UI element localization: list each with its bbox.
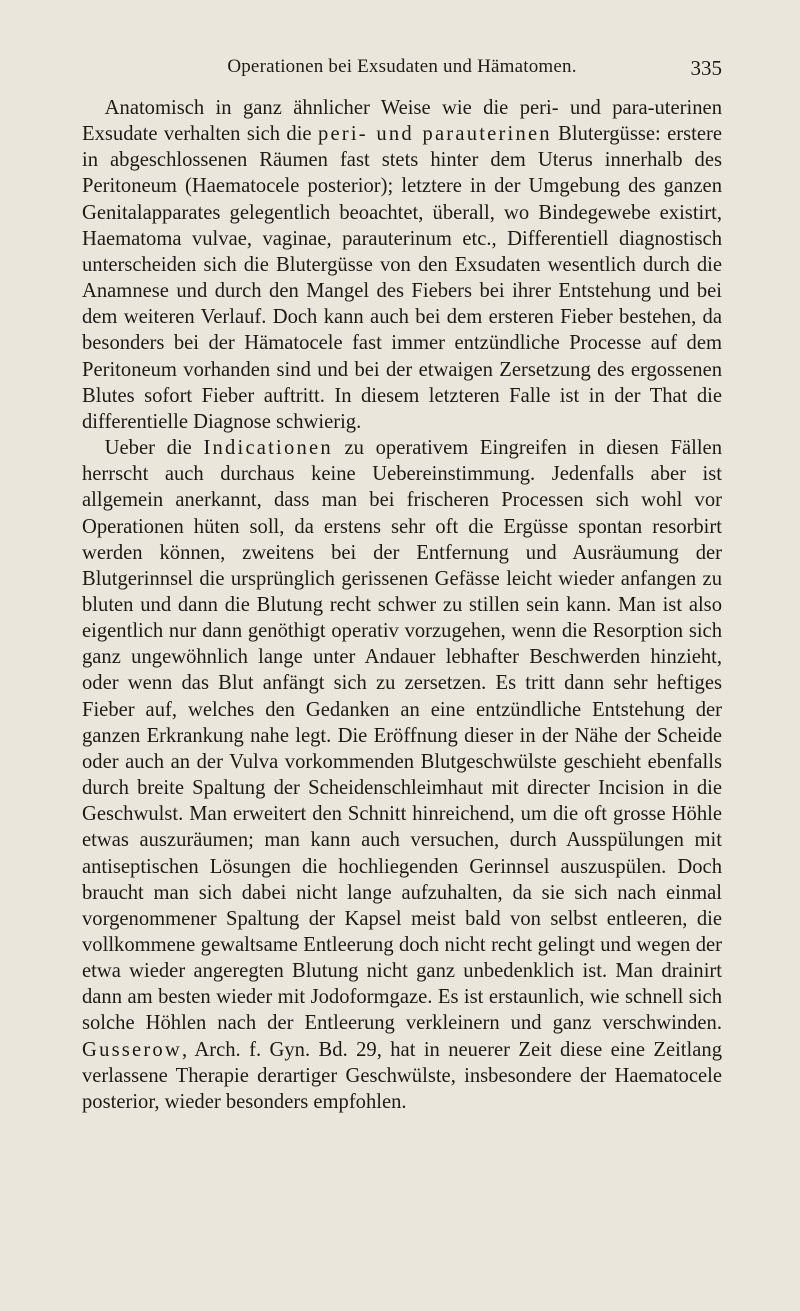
paragraph-text: Ueber die bbox=[104, 437, 204, 460]
paragraph-text: zu operativem Eingreifen in diesen Fällen herrscht auch durchaus keine Uebereinstimmung. Jedenfalls aber ist allgemein anerkannt, dass man bei frischeren Processen sich wohl vor Operationen hüten soll, da erstens sehr oft die Ergüsse spontan resorbirt werden können, zweitens bei der Entfernung und Ausräumung der Blutgerinnsel die ursprünglich gerissenen Gefässe leicht wieder anfangen zu bluten und dann die Blutung recht schwer zu stillen sein kann. Man ist also eigentlich nur dann genöthigt operativ vorzugehen, wenn die Resorption sich ganz ungewöhnlich lange unter Andauer lebhafter Beschwerden hinzieht, oder wenn das Blut anfängt sich zu zersetzen. Es tritt dann sehr heftiges Fieber auf, welches den Gedanken an eine entzündliche Entstehung der ganzen Erkrankung nahe legt. Die Eröffnung dieser in der Nähe der Scheide oder auch an der Vulva vorkommenden Blutgeschwülste geschieht ebenfalls durch breite Spaltung der Scheidenschleimhaut mit directer Incision in die Geschwulst. Man erweitert den Schnitt hinreichend, um die oft grosse Höhle etwas auszuräumen; man kann auch versuchen, durch Ausspülungen mit antiseptischen Lösungen die hochliegenden Gerinnsel auszuspülen. Doch braucht man sich dabei nicht lange aufzuhalten, da sie sich nach einmal vorgenommener Spaltung der Kapsel meist bald von selbst entleeren, die vollkommene gewaltsame Entleerung doch nicht recht gelingt und wegen der etwa wieder angeregten Blutung nicht ganz unbedenklich ist. Man drainirt dann am besten wieder mit Jodoformgaze. Es ist erstaunlich, wie schnell sich solche Höhlen nach der Entleerung verkleinern und ganz verschwinden. bbox=[82, 437, 722, 1035]
paragraph-text: Blutergüsse: erstere in abgeschlossenen Räumen fast stets hinter dem Uterus innerhalb des Peritoneum (Haematocele posterior); letztere in der Umgebung des ganzen Genitalapparates gelegentlich beoachtet, überall, wo Bindegewebe existirt, Haematoma vulvae, vaginae, parauterinum etc., Differentiell diagnostisch unterscheiden sich die Blutergüsse von den Exsudaten wesentlich durch die Anamnese und durch den Mangel des Fiebers bei ihrer Entstehung und bei dem weiteren Verlauf. Doch kann auch bei dem ersteren Fieber bestehen, da besonders bei der Hämatocele fast immer entzündliche Processe auf dem Peritoneum vorhanden sind und bei der etwaigen Zersetzung des ergossenen Blutes sofort Fieber auftritt. In diesem letzteren Falle ist in der That die differentielle Diagnose schwierig. bbox=[82, 123, 722, 433]
emphasized-term: Indicationen bbox=[203, 437, 333, 460]
running-title: Operationen bei Exsudaten und Hämatomen. bbox=[227, 56, 577, 77]
page-number: 335 bbox=[690, 56, 722, 80]
paragraph-text: , Arch. f. Gyn. Bd. 29, hat in neuerer Zeit diese eine Zeitlang verlassene Therapie derartiger Geschwülste, insbesondere der Haematocele posterior, wieder besonders empfohlen. bbox=[82, 1038, 722, 1113]
paragraph-blood-effusions bbox=[82, 95, 722, 435]
paragraph-indications bbox=[82, 435, 722, 1115]
page-header bbox=[82, 56, 722, 86]
emphasized-term: peri- und parauterinen bbox=[317, 123, 552, 146]
paragraph-text: Anatomisch in ganz ähnlicher Weise wie die peri- und para-uterinen Exsudate verhalten sich die bbox=[82, 97, 722, 146]
body-text bbox=[82, 95, 722, 1115]
author-name: Gusserow bbox=[82, 1038, 182, 1061]
